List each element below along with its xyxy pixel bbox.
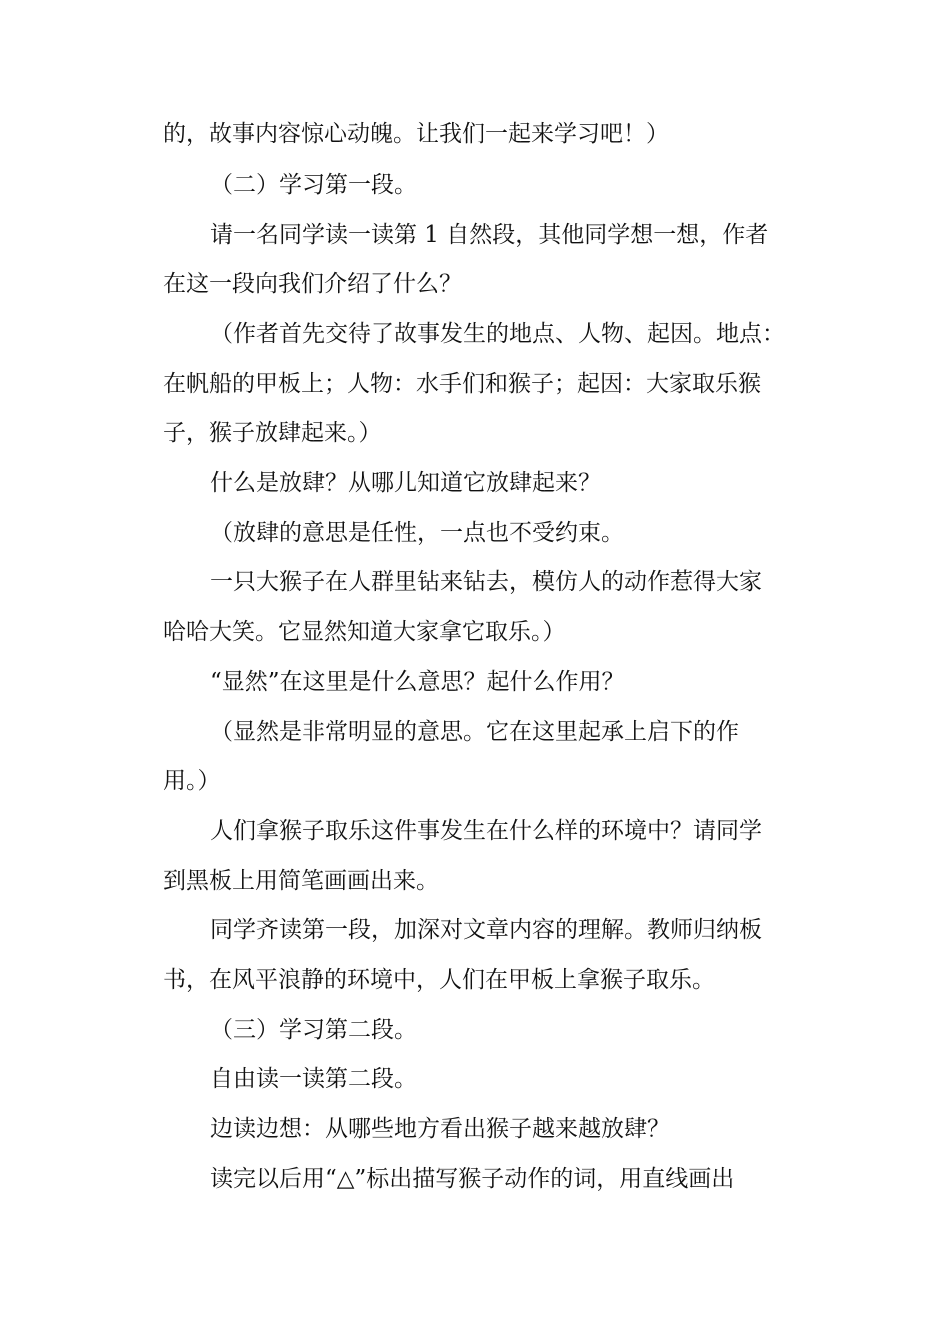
text-line: 人们拿猴子取乐这件事发生在什么样的环境中？请同学: [210, 818, 762, 844]
text-line: 在帆船的甲板上；人物：水手们和猴子；起因：大家取乐猴: [163, 371, 761, 397]
text-line: “显然”在这里是什么意思？起什么作用？: [210, 669, 625, 695]
text-line: 什么是放肆？从哪儿知道它放肆起来？: [210, 470, 601, 496]
text-line: （放肆的意思是任性，一点也不受约束。: [210, 520, 624, 546]
text-line: 子，猴子放肆起来。）: [163, 420, 382, 446]
text-line: （二）学习第一段。: [210, 172, 417, 198]
text-line: 请一名同学读一读第 1 自然段，其他同学想一想，作者: [210, 222, 769, 248]
text-line: 书，在风平浪静的环境中，人们在甲板上拿猴子取乐。: [163, 967, 715, 993]
text-line: 读完以后用“△”标出描写猴子动作的词，用直线画出: [210, 1166, 735, 1192]
text-line: 到黑板上用简笔画画出来。: [163, 868, 439, 894]
text-line: 的，故事内容惊心动魄。让我们一起来学习吧！）: [163, 121, 669, 147]
text-line: 一只大猴子在人群里钻来钻去，模仿人的动作惹得大家: [210, 569, 762, 595]
text-line: 用。）: [163, 768, 221, 794]
text-line: 同学齐读第一段，加深对文章内容的理解。教师归纳板: [210, 917, 762, 943]
text-line: 边读边想：从哪些地方看出猴子越来越放肆？: [210, 1116, 670, 1142]
text-line: （作者首先交待了故事发生的地点、人物、起因。地点：: [210, 321, 785, 347]
text-line: （三）学习第二段。: [210, 1017, 417, 1043]
text-line: 在这一段向我们介绍了什么？: [163, 271, 462, 297]
text-line: （显然是非常明显的意思。它在这里起承上启下的作: [210, 719, 739, 745]
text-line: 哈哈大笑。它显然知道大家拿它取乐。）: [163, 619, 566, 645]
text-line: 自由读一读第二段。: [210, 1066, 417, 1092]
